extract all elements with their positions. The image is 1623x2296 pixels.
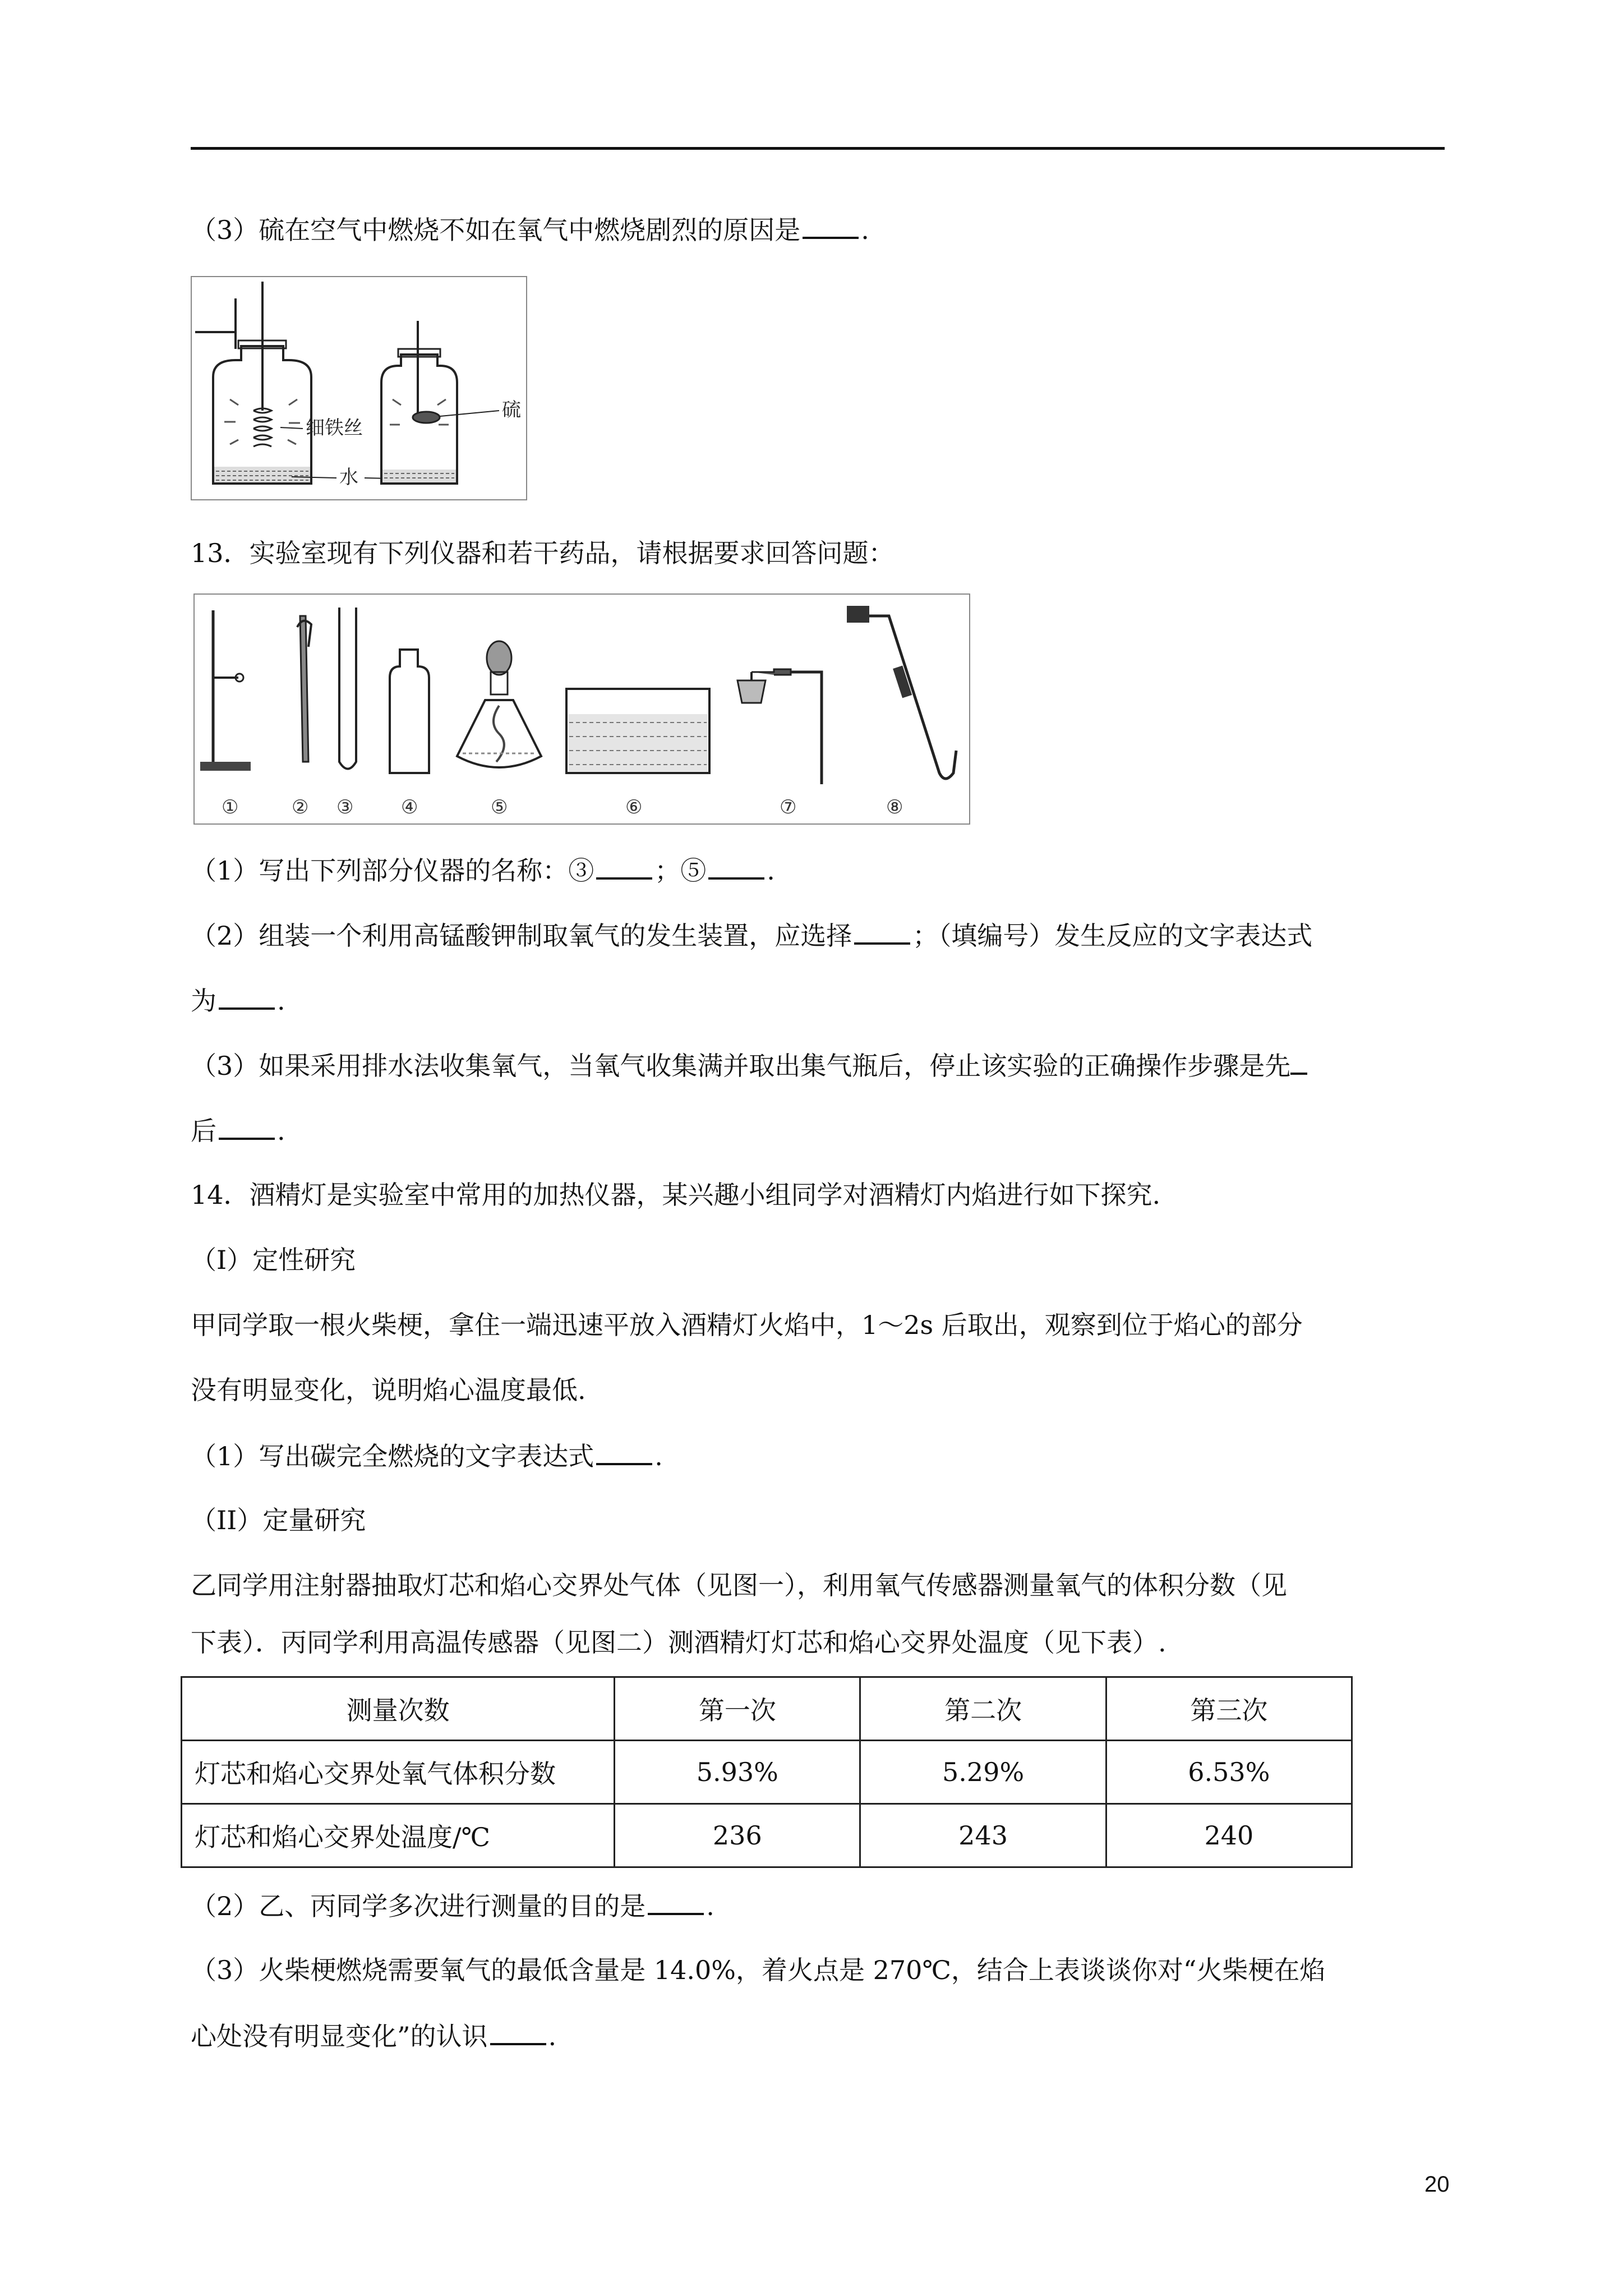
measurement-table [181, 1676, 1353, 1868]
apparatus-number-2: ② [292, 796, 309, 818]
q14-question3-line2: 心处没有明显变化”的认识 . [191, 2018, 556, 2053]
table-header-cell: 第三次 [1106, 1677, 1352, 1741]
table-cell: 5.93% [615, 1741, 860, 1804]
apparatus-number-4: ④ [401, 796, 418, 818]
table-cell: 236 [615, 1804, 860, 1867]
label-water: 水 [339, 466, 358, 489]
answer-blank[interactable] [854, 918, 910, 945]
label-iron-wire: 细铁丝 [306, 417, 363, 439]
q14-part1-text2: 没有明显变化，说明焰心温度最低. [191, 1375, 586, 1405]
q14-question2: （2）乙、丙同学多次进行测量的目的是 . [191, 1888, 714, 1923]
table-row [182, 1741, 1352, 1804]
q14-question1: （1）写出碳完全燃烧的文字表达式 . [191, 1438, 663, 1473]
q14-part2-title: （II）定量研究 [191, 1505, 366, 1535]
q12-part3: （3）硫在空气中燃烧不如在氧气中燃烧剧烈的原因是 . [191, 212, 869, 247]
answer-blank[interactable] [490, 2018, 546, 2045]
answer-blank[interactable] [1290, 1048, 1307, 1075]
q13-part2-line2: 为 . [191, 983, 285, 1018]
table-header-cell: 第二次 [860, 1677, 1106, 1741]
table-cell: 5.29% [860, 1741, 1106, 1804]
apparatus-number-8: ⑧ [886, 796, 903, 818]
answer-blank[interactable] [596, 1438, 652, 1465]
q14-stem: 14．酒精灯是实验室中常用的加热仪器，某兴趣小组同学对酒精灯内焰进行如下探究. [191, 1180, 1161, 1210]
q13-part3-line1: （3）如果采用排水法收集氧气，当氧气收集满并取出集气瓶后，停止该实验的正确操作步骤是先 [191, 1048, 1307, 1083]
table-row-label: 灯芯和焰心交界处温度/℃ [182, 1804, 615, 1867]
combustion-figure [191, 276, 527, 500]
table-header-cell: 第一次 [615, 1677, 860, 1741]
q14-question3-line1: （3）火柴梗燃烧需要氧气的最低含量是 14.0%，着火点是 270℃，结合上表谈谈你对“火柴梗在焰 [191, 1955, 1326, 1985]
apparatus-figure [193, 593, 970, 825]
answer-blank[interactable] [219, 983, 275, 1010]
apparatus-number-6: ⑥ [625, 796, 643, 818]
apparatus-number-5: ⑤ [491, 796, 508, 818]
table-header-cell: 测量次数 [182, 1677, 615, 1741]
q13-part1: （1）写出下列部分仪器的名称：③ ；⑤ . [191, 853, 775, 887]
table-header-row [182, 1677, 1352, 1741]
label-sulfur: 硫 [502, 399, 521, 421]
answer-blank[interactable] [219, 1113, 275, 1140]
header-rule [191, 147, 1445, 150]
apparatus-number-1: ① [222, 796, 239, 818]
table-cell: 243 [860, 1804, 1106, 1867]
answer-blank[interactable] [803, 212, 859, 239]
q13-stem: 13．实验室现有下列仪器和若干药品，请根据要求回答问题： [191, 538, 895, 568]
table-row-label: 灯芯和焰心交界处氧气体积分数 [182, 1741, 615, 1804]
apparatus-number-7: ⑦ [780, 796, 797, 818]
answer-blank[interactable] [708, 853, 764, 880]
page-number: 20 [1424, 2172, 1450, 2197]
q13-part2-line1: （2）组装一个利用高锰酸钾制取氧气的发生装置，应选择 ；（填编号）发生反应的文字表达式 [191, 918, 1312, 953]
q14-part2-text1: 乙同学用注射器抽取灯芯和焰心交界处气体（见图一），利用氧气传感器测量氧气的体积分数（见 [191, 1570, 1287, 1600]
q14-part1-title: （I）定性研究 [191, 1245, 356, 1275]
table-cell: 240 [1106, 1804, 1352, 1867]
table-cell: 6.53% [1106, 1741, 1352, 1804]
answer-blank[interactable] [648, 1888, 704, 1915]
q13-part3-line2: 后 . [191, 1113, 285, 1148]
q14-part1-text1: 甲同学取一根火柴梗，拿住一端迅速平放入酒精灯火焰中，1～2s 后取出，观察到位于焰心的部分 [191, 1310, 1303, 1340]
answer-blank[interactable] [596, 853, 652, 880]
table-row [182, 1804, 1352, 1867]
q14-part2-text2: 下表）．丙同学利用高温传感器（见图二）测酒精灯灯芯和焰心交界处温度（见下表）. [191, 1627, 1166, 1658]
apparatus-number-3: ③ [336, 796, 354, 818]
